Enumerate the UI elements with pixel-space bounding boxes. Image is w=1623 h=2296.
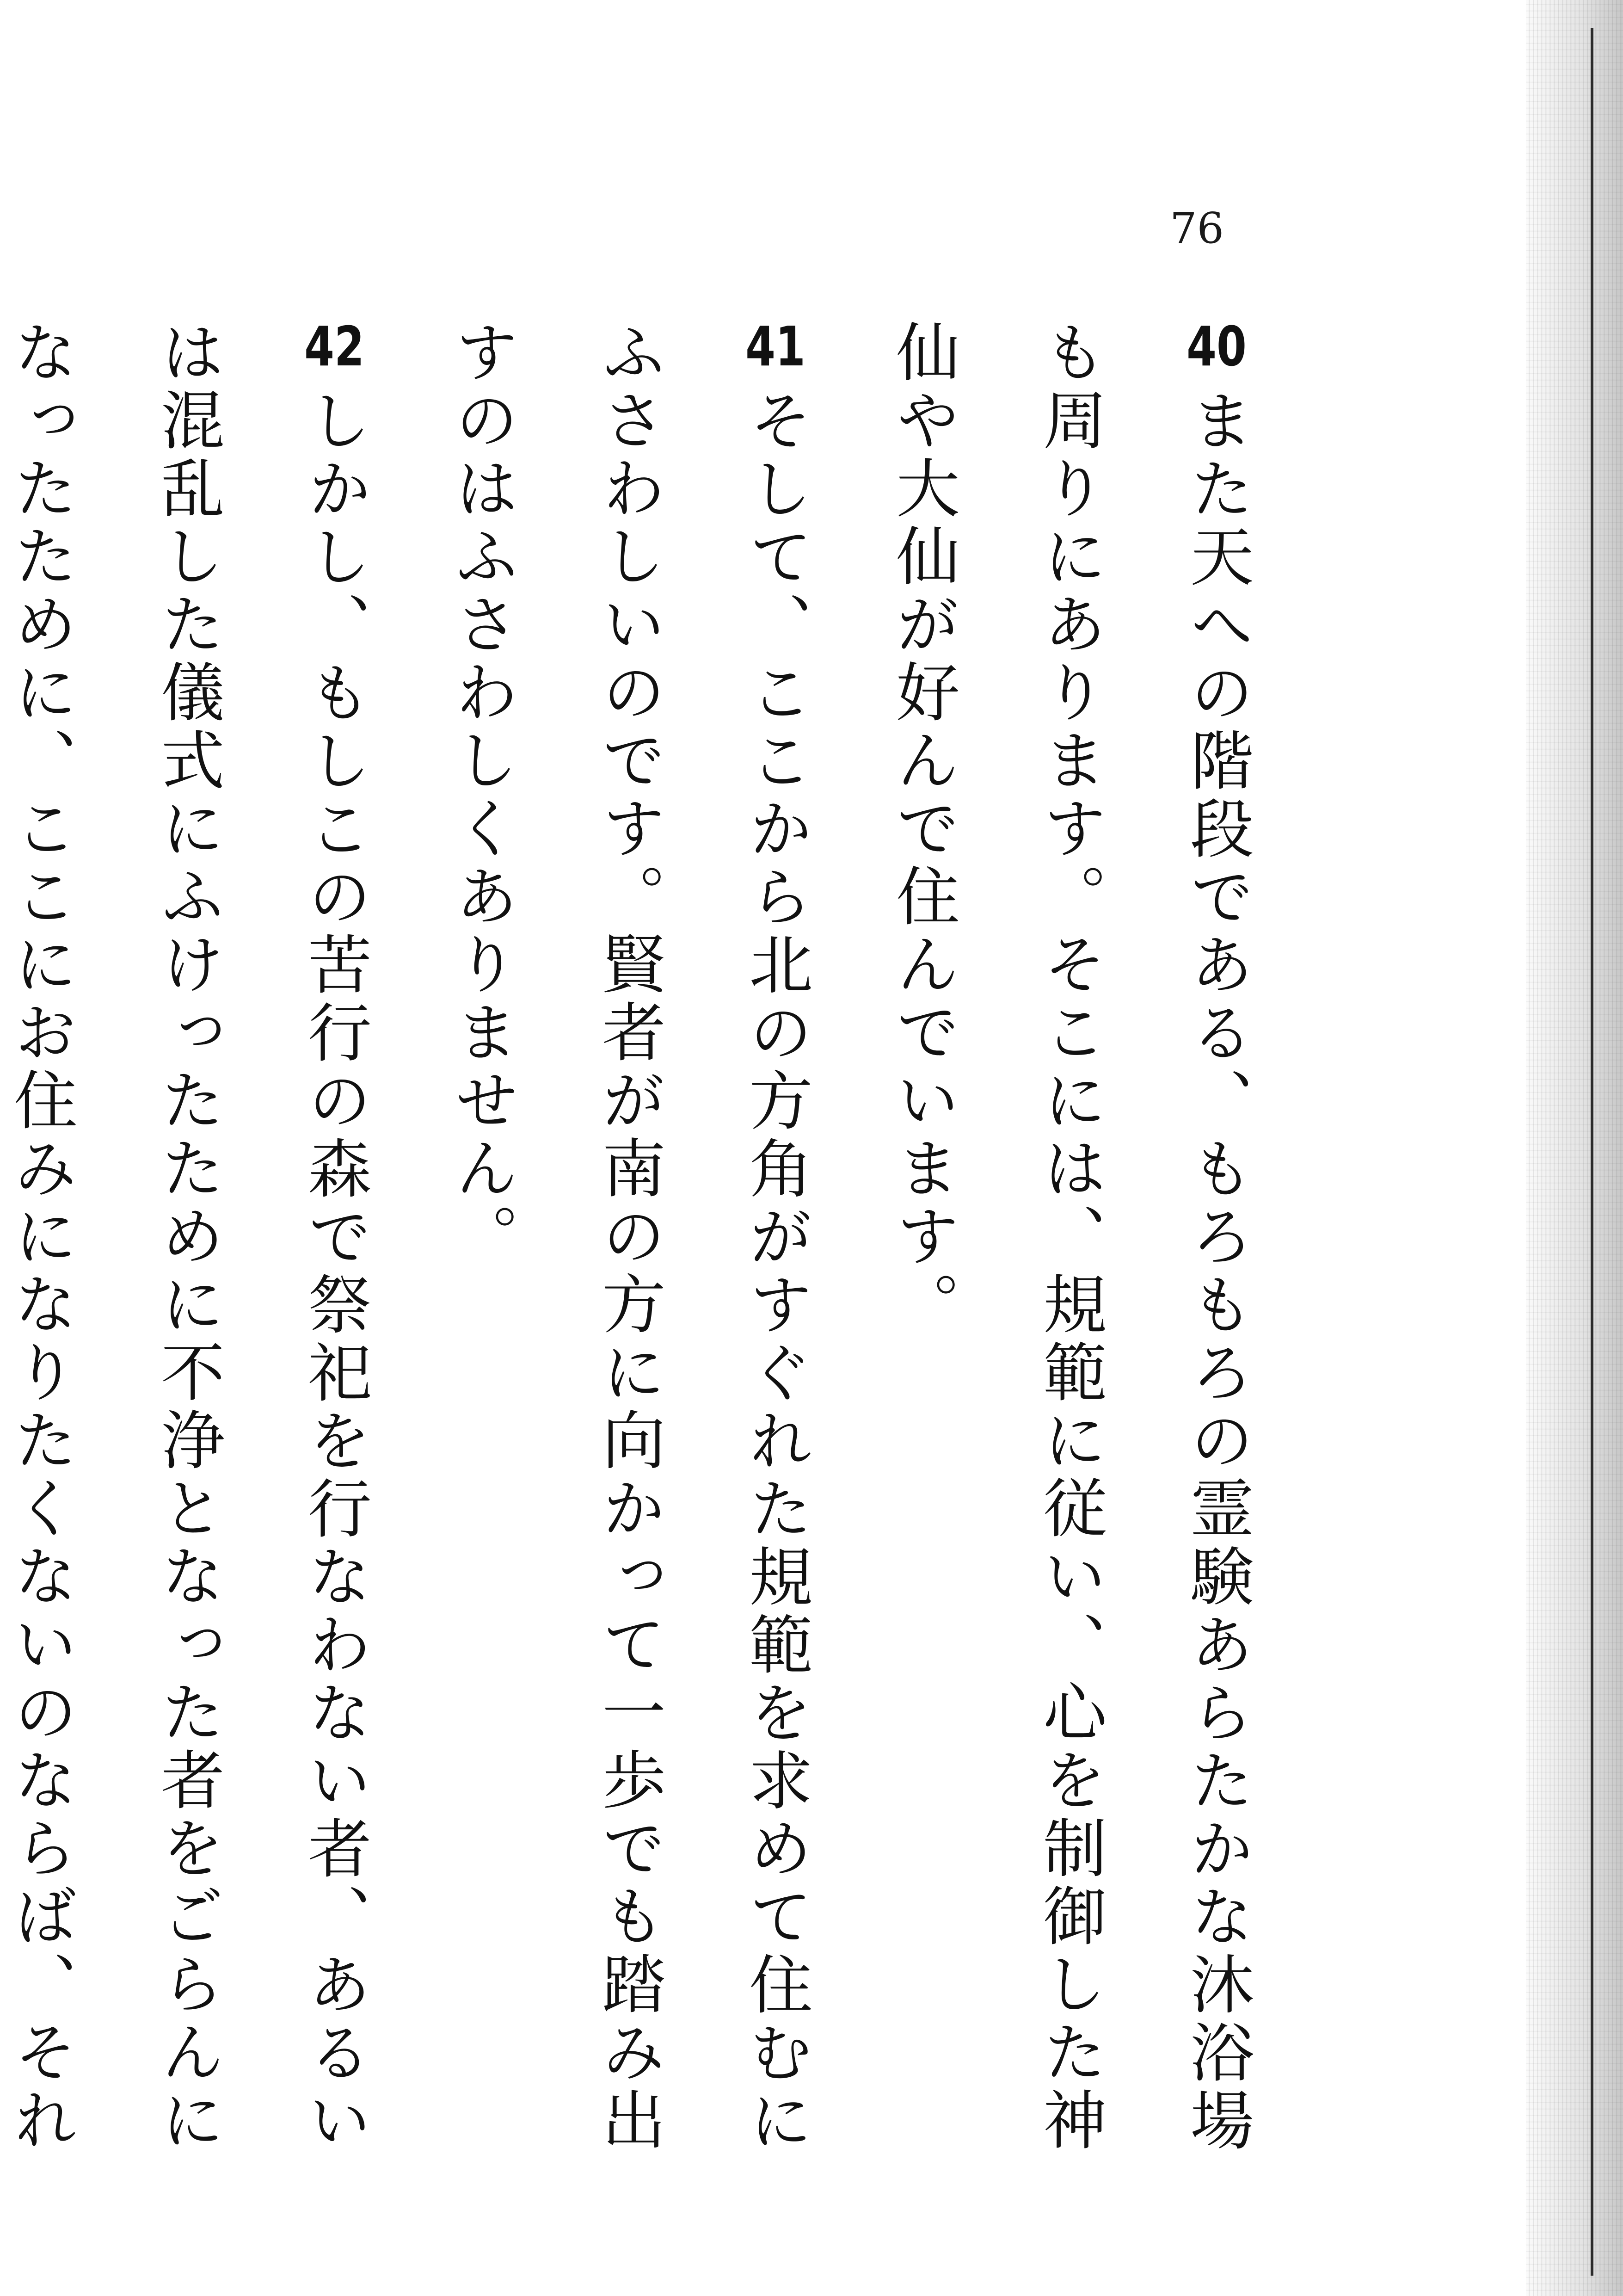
verse-number: 40 xyxy=(1187,319,1247,374)
page-number: 76 xyxy=(1170,204,1224,253)
binding-gutter xyxy=(1526,0,1623,2296)
verse-number: 41 xyxy=(745,319,805,374)
verse-text: そして、ここから北の方角がすぐれた規範を求めて住むにふさわしいのです。賢者が南の方に向かって一歩でも踏み出すのはふさわしくありません。 xyxy=(444,319,813,2155)
verse-text: また天への階段である、もろもろの霊験あらたかな沐浴場も周りにあります。そこには、規範に従い、心を制御した神仙や大仙が好んで住んでいます。 xyxy=(885,319,1254,2155)
vertical-text-block xyxy=(0,319,1290,2216)
verse-paragraph xyxy=(408,319,849,2216)
verse-text: しかし、もしこの苦行の森で祭祀を行なわない者、あるいは混乱した儀式にふけったために不浄となった者をごらんになったために、ここにお住みになりたくないのならば、それ xyxy=(3,319,372,2155)
verse-number: 42 xyxy=(304,319,364,374)
verse-paragraph xyxy=(849,319,1290,2216)
verse-paragraph xyxy=(0,319,408,2216)
binding-edge-line xyxy=(1591,28,1593,2276)
